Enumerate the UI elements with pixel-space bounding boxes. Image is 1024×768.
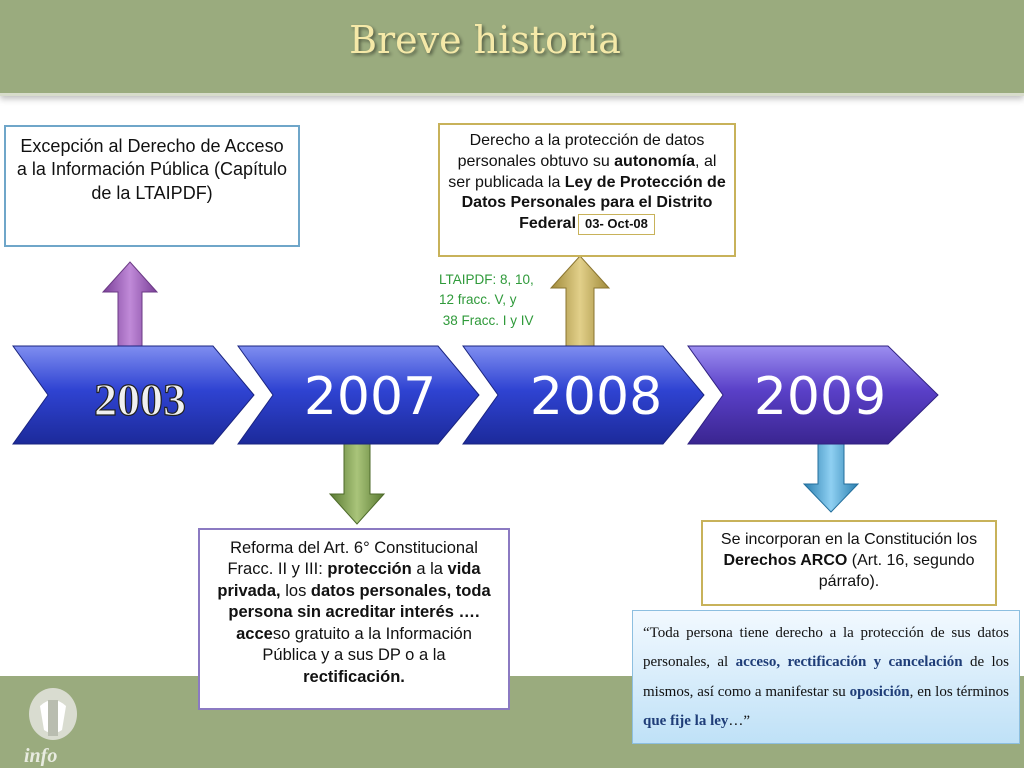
quote-text-3: , en los términos [909, 683, 1009, 700]
date-badge: 03- Oct-08 [578, 214, 655, 235]
box-2008-bold-1: autonomía [614, 152, 696, 170]
logo-text: info [24, 745, 58, 766]
box-2007-bold-2: vida privada, [217, 560, 481, 600]
quote-text-2: de los mismos, así como a manifestar su [643, 654, 1009, 700]
year-2003: 2003 [94, 374, 186, 425]
info-logo [18, 686, 88, 766]
note-line: 38 Fracc. I y IV [439, 312, 534, 328]
box-2007-text-3: los [280, 581, 311, 600]
arrow-2009-down [804, 442, 858, 512]
box-2007-text-4: so gratuito a la Información Pública y a sus DP o a la [262, 624, 472, 665]
note-line: LTAIPDF: 8, 10, [439, 272, 534, 287]
box-2008 [438, 123, 736, 257]
year-2009: 2009 [753, 367, 887, 427]
box-2009-text-2: (Art. 16, segundo párrafo). [818, 551, 975, 590]
quote-box [632, 610, 1020, 744]
box-2003: Excepción al Derecho de Acceso a la Información Pública (Capítulo de la LTAIPDF) [4, 125, 300, 247]
box-2009-bold-1: Derechos ARCO [723, 551, 848, 569]
box-2008-text-1: Derecho a la protección de datos personales obtuvo su [457, 132, 705, 170]
box-2007-bold-1: protección [327, 560, 412, 579]
box-2007-bold-4: rectificación. [303, 667, 405, 686]
year-2008: 2008 [529, 367, 663, 427]
arrow-2007-down [330, 442, 384, 524]
box-2008-bold-2: Ley de Protección de Datos Personales para el Distrito Federal [461, 173, 726, 233]
note-ltaipdf [439, 270, 534, 331]
quote-highlight-1: acceso, rectificación y cancelación [735, 654, 963, 671]
arrow-2003-up [103, 262, 157, 346]
box-2007-bold-3: datos personales, toda persona sin acreditar interés …. acce [228, 581, 491, 643]
quote-text-4: …” [728, 712, 751, 729]
quote-highlight-3: que fije la ley [643, 712, 729, 729]
quote-highlight-2: oposición [849, 683, 910, 700]
note-line: 12 fracc. V, y [439, 292, 517, 308]
box-2009 [701, 520, 997, 606]
box-2007-text-1: Reforma del Art. 6° Constitucional Fracc. II y III: [227, 539, 478, 579]
box-2008-text-2: , al ser publicada la [448, 152, 717, 191]
box-2007-text-2: a la [411, 560, 448, 579]
page-title: Breve historia [349, 18, 621, 62]
box-2009-text-1: Se incorporan en la Constitución los [720, 531, 978, 548]
box-2007 [198, 528, 510, 710]
year-2007: 2007 [303, 367, 437, 427]
quote-text-1: “Toda persona tiene derecho a la protección de sus datos personales, al [643, 625, 1009, 671]
arrow-2008-up [551, 256, 609, 350]
